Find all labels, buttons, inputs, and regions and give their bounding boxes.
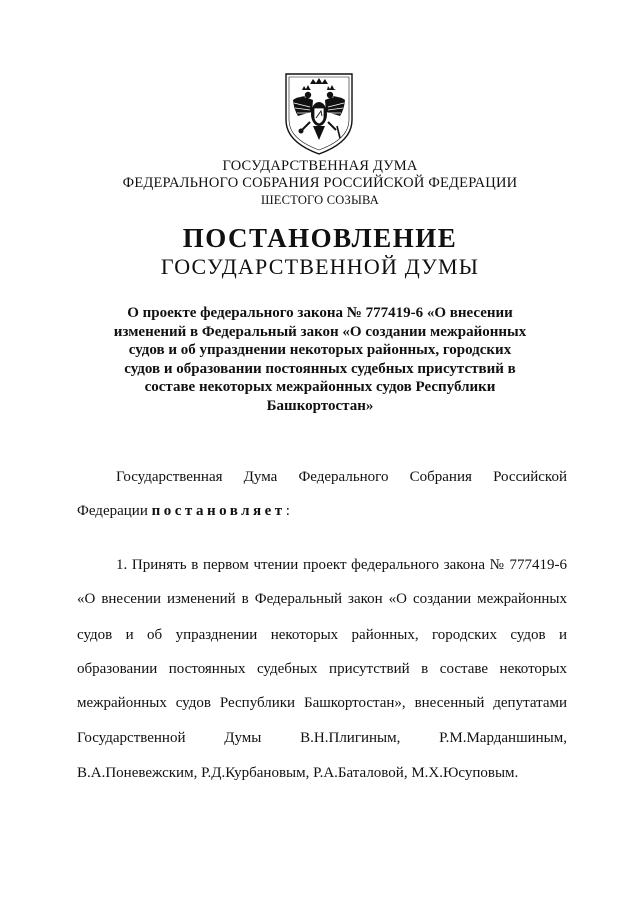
resolves-word: постановляет [151, 503, 286, 519]
intro-line-1: Государственная Дума Федерального Собрания Российской [116, 469, 567, 485]
item1-line-7: В.А.Поневежским, Р.Д.Курбановым, Р.А.Баталовой, М.Х.Юсуповым. [77, 765, 519, 781]
org-name-line1: ГОСУДАРСТВЕННАЯ ДУМА [222, 158, 418, 174]
item1-line-2: «О внесении изменений в Федеральный закон «О создании межрайонных [77, 591, 567, 607]
item1-line-4: образовании постоянных судебных присутствий в составе некоторых [77, 661, 567, 677]
document-caption: О проекте федерального закона № 777419-6 «О внесении изменений в Федеральный закон «О создании межрайонных судов и об упразднении некоторых районных, городских судов и образовании постоянных судебных присутствий в составе некоторых межрайонных судов Республики Башкортостан» [113, 305, 527, 414]
intro-line-2-start: Федерации [77, 503, 152, 519]
intro-line-2 [77, 502, 567, 520]
document-subtitle: ГОСУДАРСТВЕННОЙ ДУМЫ [160, 254, 480, 279]
convocation-line: ШЕСТОГО СОЗЫВА [260, 193, 380, 207]
item1-line-1: 1. Принять в первом чтении проект федерального закона № 777419-6 [116, 557, 567, 573]
intro-line-2-end: : [285, 503, 290, 519]
russian-coat-of-arms-icon [280, 70, 358, 156]
item1-line-6: Государственной Думы В.Н.Плигиным, Р.М.Марданшиным, [77, 730, 567, 746]
document-title: ПОСТАНОВЛЕНИЕ [182, 223, 458, 253]
item1-line-3: судов и об упразднении некоторых районных, городских судов и [77, 627, 567, 643]
item1-line-5: межрайонных судов Республики Башкортостан», внесенный депутатами [77, 695, 567, 711]
org-name-line2: ФЕДЕРАЛЬНОГО СОБРАНИЯ РОССИЙСКОЙ ФЕДЕРАЦИИ [122, 175, 518, 191]
